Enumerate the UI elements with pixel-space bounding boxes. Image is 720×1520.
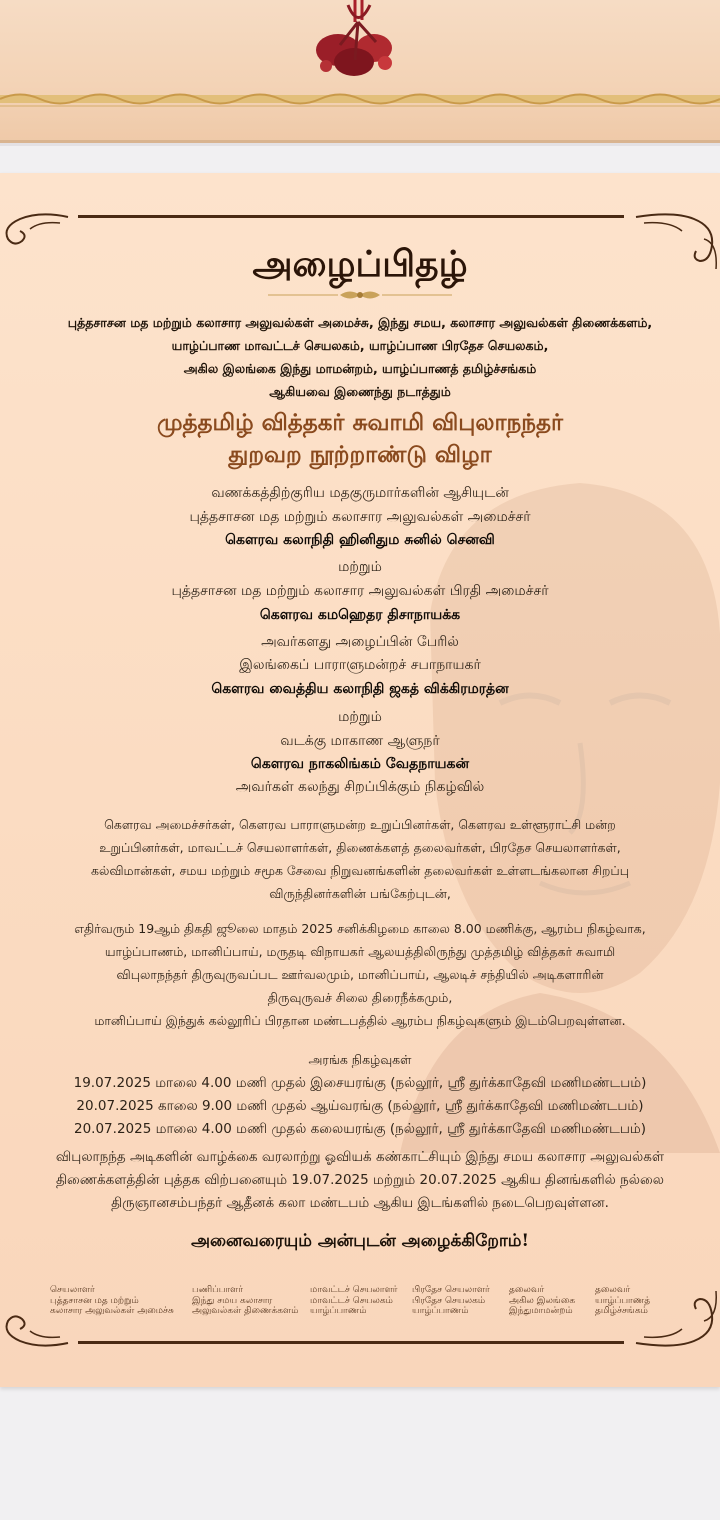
signatory-office: அகில இலங்கை [509,1295,576,1306]
separator-gap [0,143,720,175]
signatory-block [412,1285,490,1317]
exhibition-line: விபுலாநந்த அடிகளின் வாழ்க்கை வரலாற்று ஓவியக் கண்காட்சியும் இந்து சமய கலாசார அலுவல்கள் [55,1149,665,1165]
signatory-block [595,1285,650,1317]
speaker-name: கௌரவ வைத்திய கலாநிதி ஜகத் விக்கிரமரத்ன [211,681,509,697]
signatory-office: யாழ்ப்பாணம் [412,1306,469,1316]
organizer-line: யாழ்ப்பாண மாவட்டச் செயலகம், யாழ்ப்பாண பிரதேச செயலகம், [171,338,549,353]
governor-role: வடக்கு மாகாண ஆளுநர் [280,733,440,749]
presence-text: அவர்கள் கலந்து சிறப்பிக்கும் நிகழ்வில் [235,779,485,795]
minister-name: கௌரவ கலாநிதி ஹினிதும சுனில் செனவி [225,532,495,548]
signatory-title: பிரதேச செயலாளர் [412,1285,490,1295]
signatory-office: அலுவல்கள் திணைக்களம் [192,1306,299,1316]
organizer-line: புத்தசாசன மத மற்றும் கலாசார அலுவல்கள் அமைச்சு, இந்து சமய, கலாசார அலுவல்கள் திணைக்களம், [67,315,653,330]
signatory-office: யாழ்ப்பாணத் [595,1295,651,1306]
signatory-office: புத்தசாசன மத மற்றும் [50,1295,139,1306]
signatory-title: செயலாளர் [50,1285,95,1295]
and-text: மற்றும் [338,709,382,725]
schedule-title: அரங்க நிகழ்வுகள் [308,1052,412,1067]
frame-bottom-line [78,1341,624,1344]
title-ornament-icon [268,288,452,302]
signatory-block [50,1285,174,1317]
signatory-office: கலாசார அலுவல்கள் அமைச்சு [50,1306,174,1316]
signatory-office: தமிழ்ச்சங்கம் [595,1306,648,1316]
details-line: விபுலாநந்தர் திருவுருவப்பட ஊர்வலமும், மானிப்பாய், ஆலடிச் சந்தியில் அடிகளாரின் [116,967,604,982]
flourish-bottom-left-icon [0,1311,70,1351]
event-title-line: முத்தமிழ் வித்தகர் சுவாமி விபுலாநந்தர் [156,409,564,436]
schedule-item: 19.07.2025 மாலை 4.00 மணி முதல் இசையரங்கு (நல்லூர், ஸ்ரீ துர்க்காதேவி மணிமண்டபம்) [73,1075,647,1091]
organizer-line: ஆகியவை இணைந்து நடாத்தும் [269,384,451,399]
signatory-office: பிரதேச செயலகம் [412,1295,486,1306]
minister-role: புத்தசாசன மத மற்றும் கலாசார அலுவல்கள் அமைச்சர் [189,509,531,525]
signatory-block [192,1285,298,1317]
and-text: மற்றும் [338,559,382,575]
deputy-name: கௌரவ கமஹெதர திசாநாயக்க [259,607,461,623]
details-line: யாழ்ப்பாணம், மானிப்பாய், மருதடி விநாயகர் ஆலயத்திலிருந்து முத்தமிழ் வித்தகர் சுவாமி [104,944,616,959]
participants-line: கல்விமான்கள், சமய மற்றும் சமூக சேவை நிறுவனங்களின் தலைவர்கள் உள்ளடங்கலான சிறப்பு [90,863,630,878]
header-banner [0,0,720,143]
organizer-line: அகில இலங்கை இந்து மாமன்றம், யாழ்ப்பாணத் தமிழ்ச்சங்கம் [183,361,537,376]
signatory-block [310,1285,397,1317]
signatory-title: தலைவர் [595,1285,631,1295]
schedule-item: 20.07.2025 காலை 9.00 மணி முதல் ஆய்வரங்கு (நல்லூர், ஸ்ரீ துர்க்காதேவி மணிமண்டபம்) [76,1098,644,1114]
participants-line: கௌரவ அமைச்சர்கள், கௌரவ பாராளுமன்ற உறுப்பினர்கள், கௌரவ உள்ளூராட்சி மன்ற [104,817,616,832]
details-line: எதிர்வரும் 19ஆம் திகதி ஜூலை மாதம் 2025 சனிக்கிழமை காலை 8.00 மணிக்கு, ஆரம்ப நிகழ்வாக, [74,921,646,936]
details-line: மானிப்பாய் இந்துக் கல்லூரிப் பிரதான மண்டபத்தில் ஆரம்ப நிகழ்வுகளும் இடம்பெறவுள்ளன. [94,1013,626,1028]
exhibition-line: திருஞானசம்பந்தர் ஆதீனக் கலா மண்டபம் ஆகிய இடங்களில் நடைபெறவுள்ளன. [111,1195,609,1211]
exhibition-line: திணைக்களத்தின் புத்தக விற்பனையும் 19.07.2025 மற்றும் 20.07.2025 ஆகிய தினங்களில் நல்லை [55,1172,664,1188]
invitation-title: அழைப்பிதழ் [252,243,468,285]
signatory-title: பணிப்பாளர் [192,1285,244,1295]
gold-border-band [0,88,720,110]
signatory-title: மாவட்டச் செயலாளர் [310,1285,398,1295]
details-line: திருவுருவச் சிலை திரைநீக்கமும், [267,990,453,1005]
signatory-office: யாழ்ப்பாணம் [310,1306,367,1316]
hanging-ornament-icon [300,0,420,85]
participants-line: விருந்தினர்களின் பங்கேற்புடன், [269,886,451,901]
signatory-block [509,1285,575,1317]
signatory-office: இந்துமாமன்றம் [509,1306,573,1316]
invitation-card [0,173,720,1387]
participants-line: உறுப்பினர்கள், மாவட்டச் செயலாளர்கள், திணைக்களத் தலைவர்கள், பிரதேச செயலாளர்கள், [99,840,621,855]
signatory-office: மாவட்டச் செயலகம் [310,1295,393,1306]
closing-text: அனைவரையும் அன்புடன் அழைக்கிறோம்! [191,1231,529,1251]
schedule-item: 20.07.2025 மாலை 4.00 மணி முதல் கலையரங்கு (நல்லூர், ஸ்ரீ துர்க்காதேவி மணிமண்டபம்) [74,1121,646,1137]
signatory-title: தலைவர் [509,1285,545,1295]
invitation-of-text: அவர்களது அழைப்பின் பேரில் [261,634,459,650]
blessing-text: வணக்கத்திற்குரிய மதகுருமார்களின் ஆசியுடன் [211,485,509,501]
signatory-office: இந்து சமய கலாசார [192,1295,273,1306]
speaker-role: இலங்கைப் பாராளுமன்றச் சபாநாயகர் [239,657,481,673]
frame-top-line [78,215,624,218]
event-title-line: துறவற நூற்றாண்டு விழா [228,441,492,468]
governor-name: கௌரவ நாகலிங்கம் வேதநாயகன் [250,756,470,772]
deputy-role: புத்தசாசன மத மற்றும் கலாசார அலுவல்கள் பிரதி அமைச்சர் [171,583,549,599]
